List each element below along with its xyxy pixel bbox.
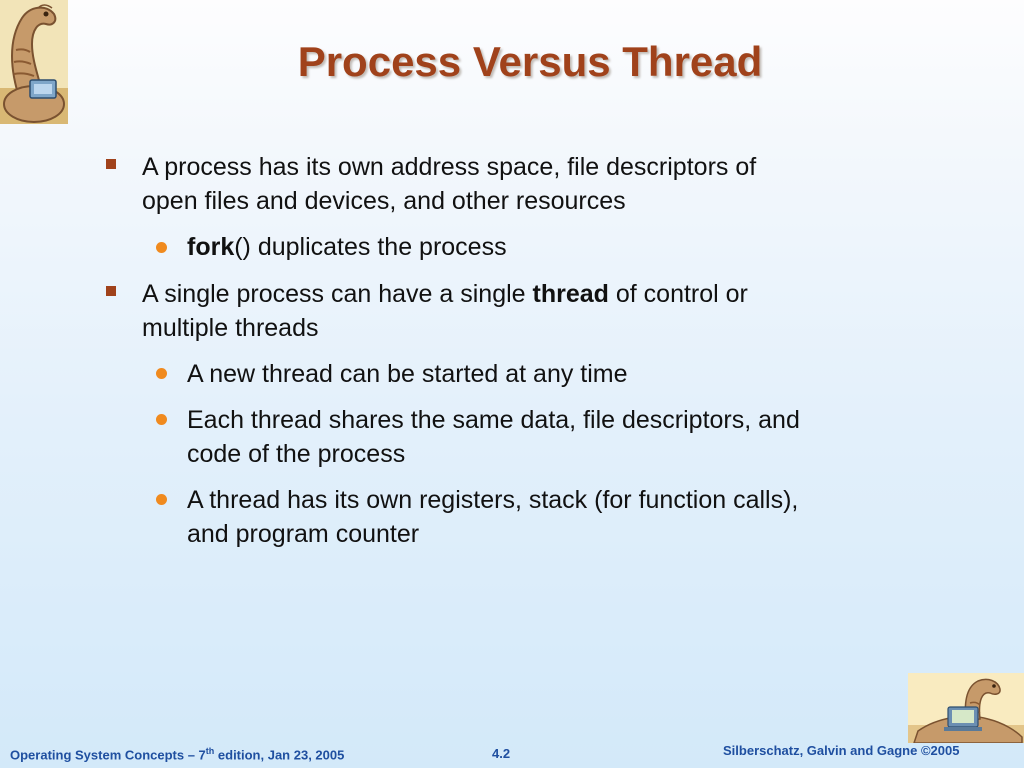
- dinosaur-laptop-icon: [908, 673, 1024, 743]
- round-bullet-icon: [156, 414, 167, 425]
- bullet-1-line-2: open files and devices, and other resources: [142, 187, 626, 215]
- slide-title: Process Versus Thread: [297, 38, 763, 85]
- bullet-2-line-2: multiple threads: [142, 314, 319, 342]
- sub-bullet-registers-line-2: and program counter: [187, 520, 420, 548]
- sub-bullet-registers-line-1: A thread has its own registers, stack (for function calls),: [187, 486, 799, 514]
- sub-bullet-fork: [187, 230, 507, 264]
- footer-left-pre: Operating System Concepts – 7: [10, 747, 206, 763]
- fork-keyword: fork: [187, 233, 235, 261]
- round-bullet-icon: [156, 242, 167, 253]
- bullet-1-line-1: A process has its own address space, file descriptors of: [142, 153, 757, 181]
- square-bullet-icon: [106, 159, 116, 169]
- bullet-2-post: of control or: [608, 280, 748, 308]
- footer-page-number: 4.2: [492, 746, 511, 761]
- sub-bullet-new-thread: A new thread can be started at any time: [187, 360, 628, 388]
- square-bullet-icon: [106, 286, 116, 296]
- footer-left-post: edition, Jan 23, 2005: [214, 747, 345, 763]
- round-bullet-icon: [156, 368, 167, 379]
- footer-left-sup: th: [205, 746, 215, 756]
- bullet-2-pre: A single process can have a single: [142, 280, 533, 308]
- footer-course-info: [10, 746, 344, 762]
- footer-authors: Silberschatz, Galvin and Gagne ©2005: [723, 743, 960, 758]
- sub-bullet-shares-line-1: Each thread shares the same data, file descriptors, and: [187, 406, 800, 434]
- thread-keyword: thread: [532, 280, 609, 308]
- bullet-2-line-1: [142, 277, 748, 311]
- sub-bullet-shares-line-2: code of the process: [187, 440, 406, 468]
- fork-description: () duplicates the process: [234, 233, 507, 261]
- round-bullet-icon: [156, 494, 167, 505]
